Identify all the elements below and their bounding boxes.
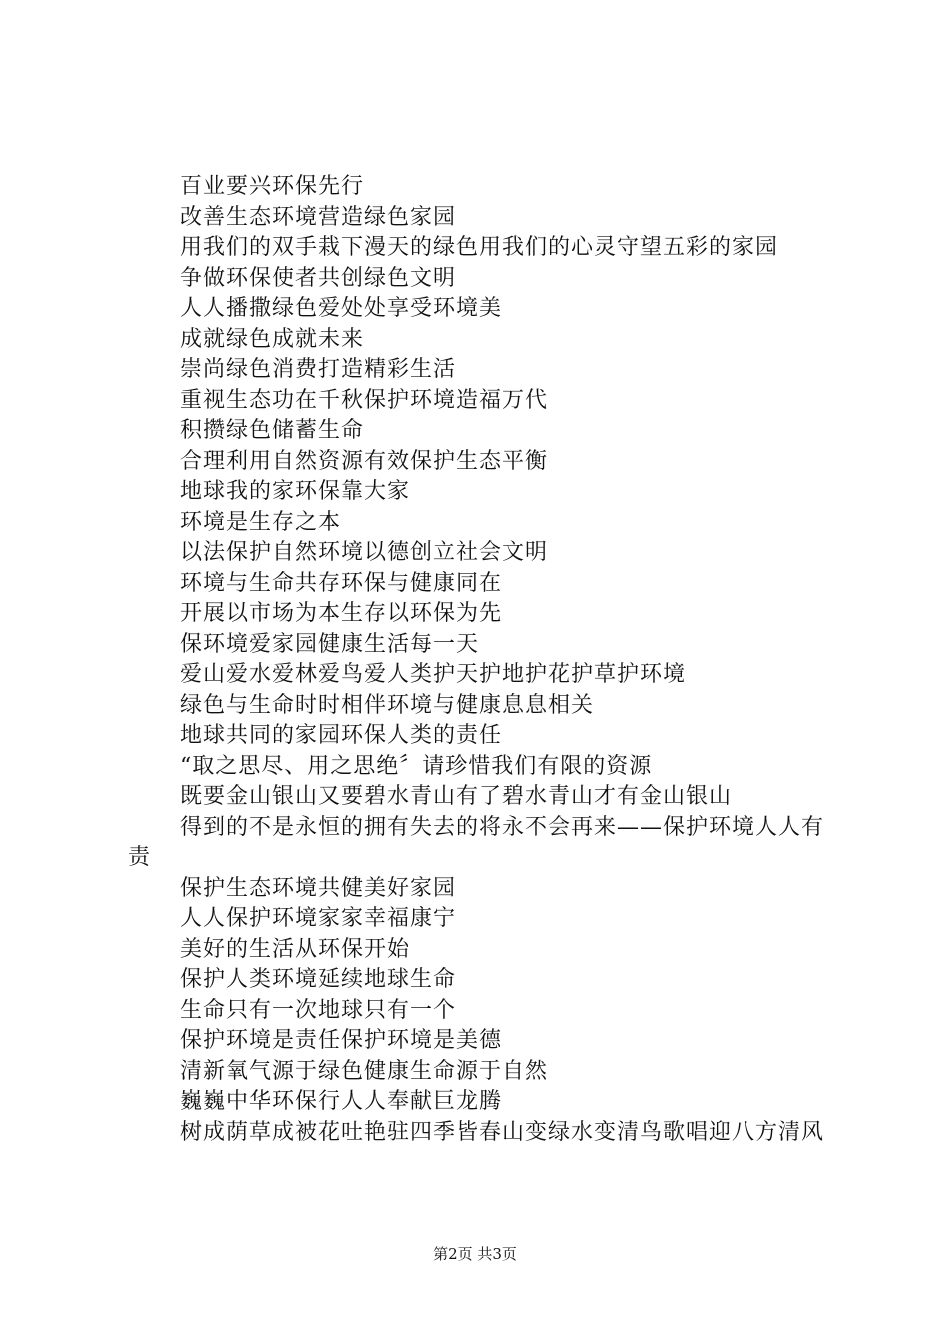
paragraph: 争做环保使者共创绿色文明 bbox=[180, 265, 457, 291]
document-body bbox=[128, 172, 840, 1148]
paragraph: 地球我的家环保靠大家 bbox=[180, 479, 411, 504]
paragraph: 地球共同的家园环保人类的责任 bbox=[180, 723, 503, 748]
paragraph: 保环境爱家园健康生活每一天 bbox=[180, 631, 480, 657]
paragraph: 得到的不是永恒的拥有失去的将永不会再来——保护环境人人有责 bbox=[128, 814, 825, 870]
paragraph: 重视生态功在千秋保护环境造福万代 bbox=[180, 387, 549, 413]
paragraph: 树成荫草成被花吐艳驻四季皆春山变绿水变清鸟歌唱迎八方清风 bbox=[180, 1119, 825, 1145]
paragraph: 人人保护环境家家幸福康宁 bbox=[180, 906, 457, 931]
paragraph: 美好的生活从环保开始 bbox=[180, 936, 411, 962]
paragraph: 清新氧气源于绿色健康生命源于自然 bbox=[180, 1058, 549, 1084]
paragraph: 绿色与生命时时相伴环境与健康息息相关 bbox=[180, 692, 595, 718]
paragraph: 开展以市场为本生存以环保为先 bbox=[180, 601, 503, 626]
paragraph: 崇尚绿色消费打造精彩生活 bbox=[180, 357, 457, 382]
paragraph: 巍巍中华环保行人人奉献巨龙腾 bbox=[180, 1089, 503, 1114]
paragraph: 以法保护自然环境以德创立社会文明 bbox=[180, 540, 549, 565]
paragraph: 保护人类环境延续地球生命 bbox=[180, 967, 457, 992]
paragraph: 百业要兴环保先行 bbox=[180, 174, 365, 199]
paragraph: 人人播撒绿色爱处处享受环境美 bbox=[180, 296, 503, 321]
paragraph: 积攒绿色储蓄生命 bbox=[180, 418, 365, 443]
paragraph: 环境是生存之本 bbox=[180, 509, 342, 535]
paragraph: 合理利用自然资源有效保护生态平衡 bbox=[180, 448, 549, 474]
paragraph: 环境与生命共存环保与健康同在 bbox=[180, 570, 503, 596]
paragraph: 既要金山银山又要碧水青山有了碧水青山才有金山银山 bbox=[180, 784, 733, 809]
paragraph: 生命只有一次地球只有一个 bbox=[180, 997, 457, 1023]
paragraph: 保护环境是责任保护环境是美德 bbox=[180, 1028, 503, 1053]
page-number-footer: 第2页 共3页 bbox=[433, 1245, 517, 1263]
paragraph: 改善生态环境营造绿色家园 bbox=[180, 204, 457, 230]
paragraph: 保护生态环境共健美好家园 bbox=[180, 875, 457, 901]
paragraph: 用我们的双手栽下漫天的绿色用我们的心灵守望五彩的家园 bbox=[180, 235, 779, 260]
paragraph: 成就绿色成就未来 bbox=[180, 326, 365, 352]
paragraph: 爱山爱水爱林爱鸟爱人类护天护地护花护草护环境 bbox=[180, 662, 687, 687]
paragraph: “取之思尽、用之思绝〞请珍惜我们有限的资源 bbox=[180, 753, 653, 779]
